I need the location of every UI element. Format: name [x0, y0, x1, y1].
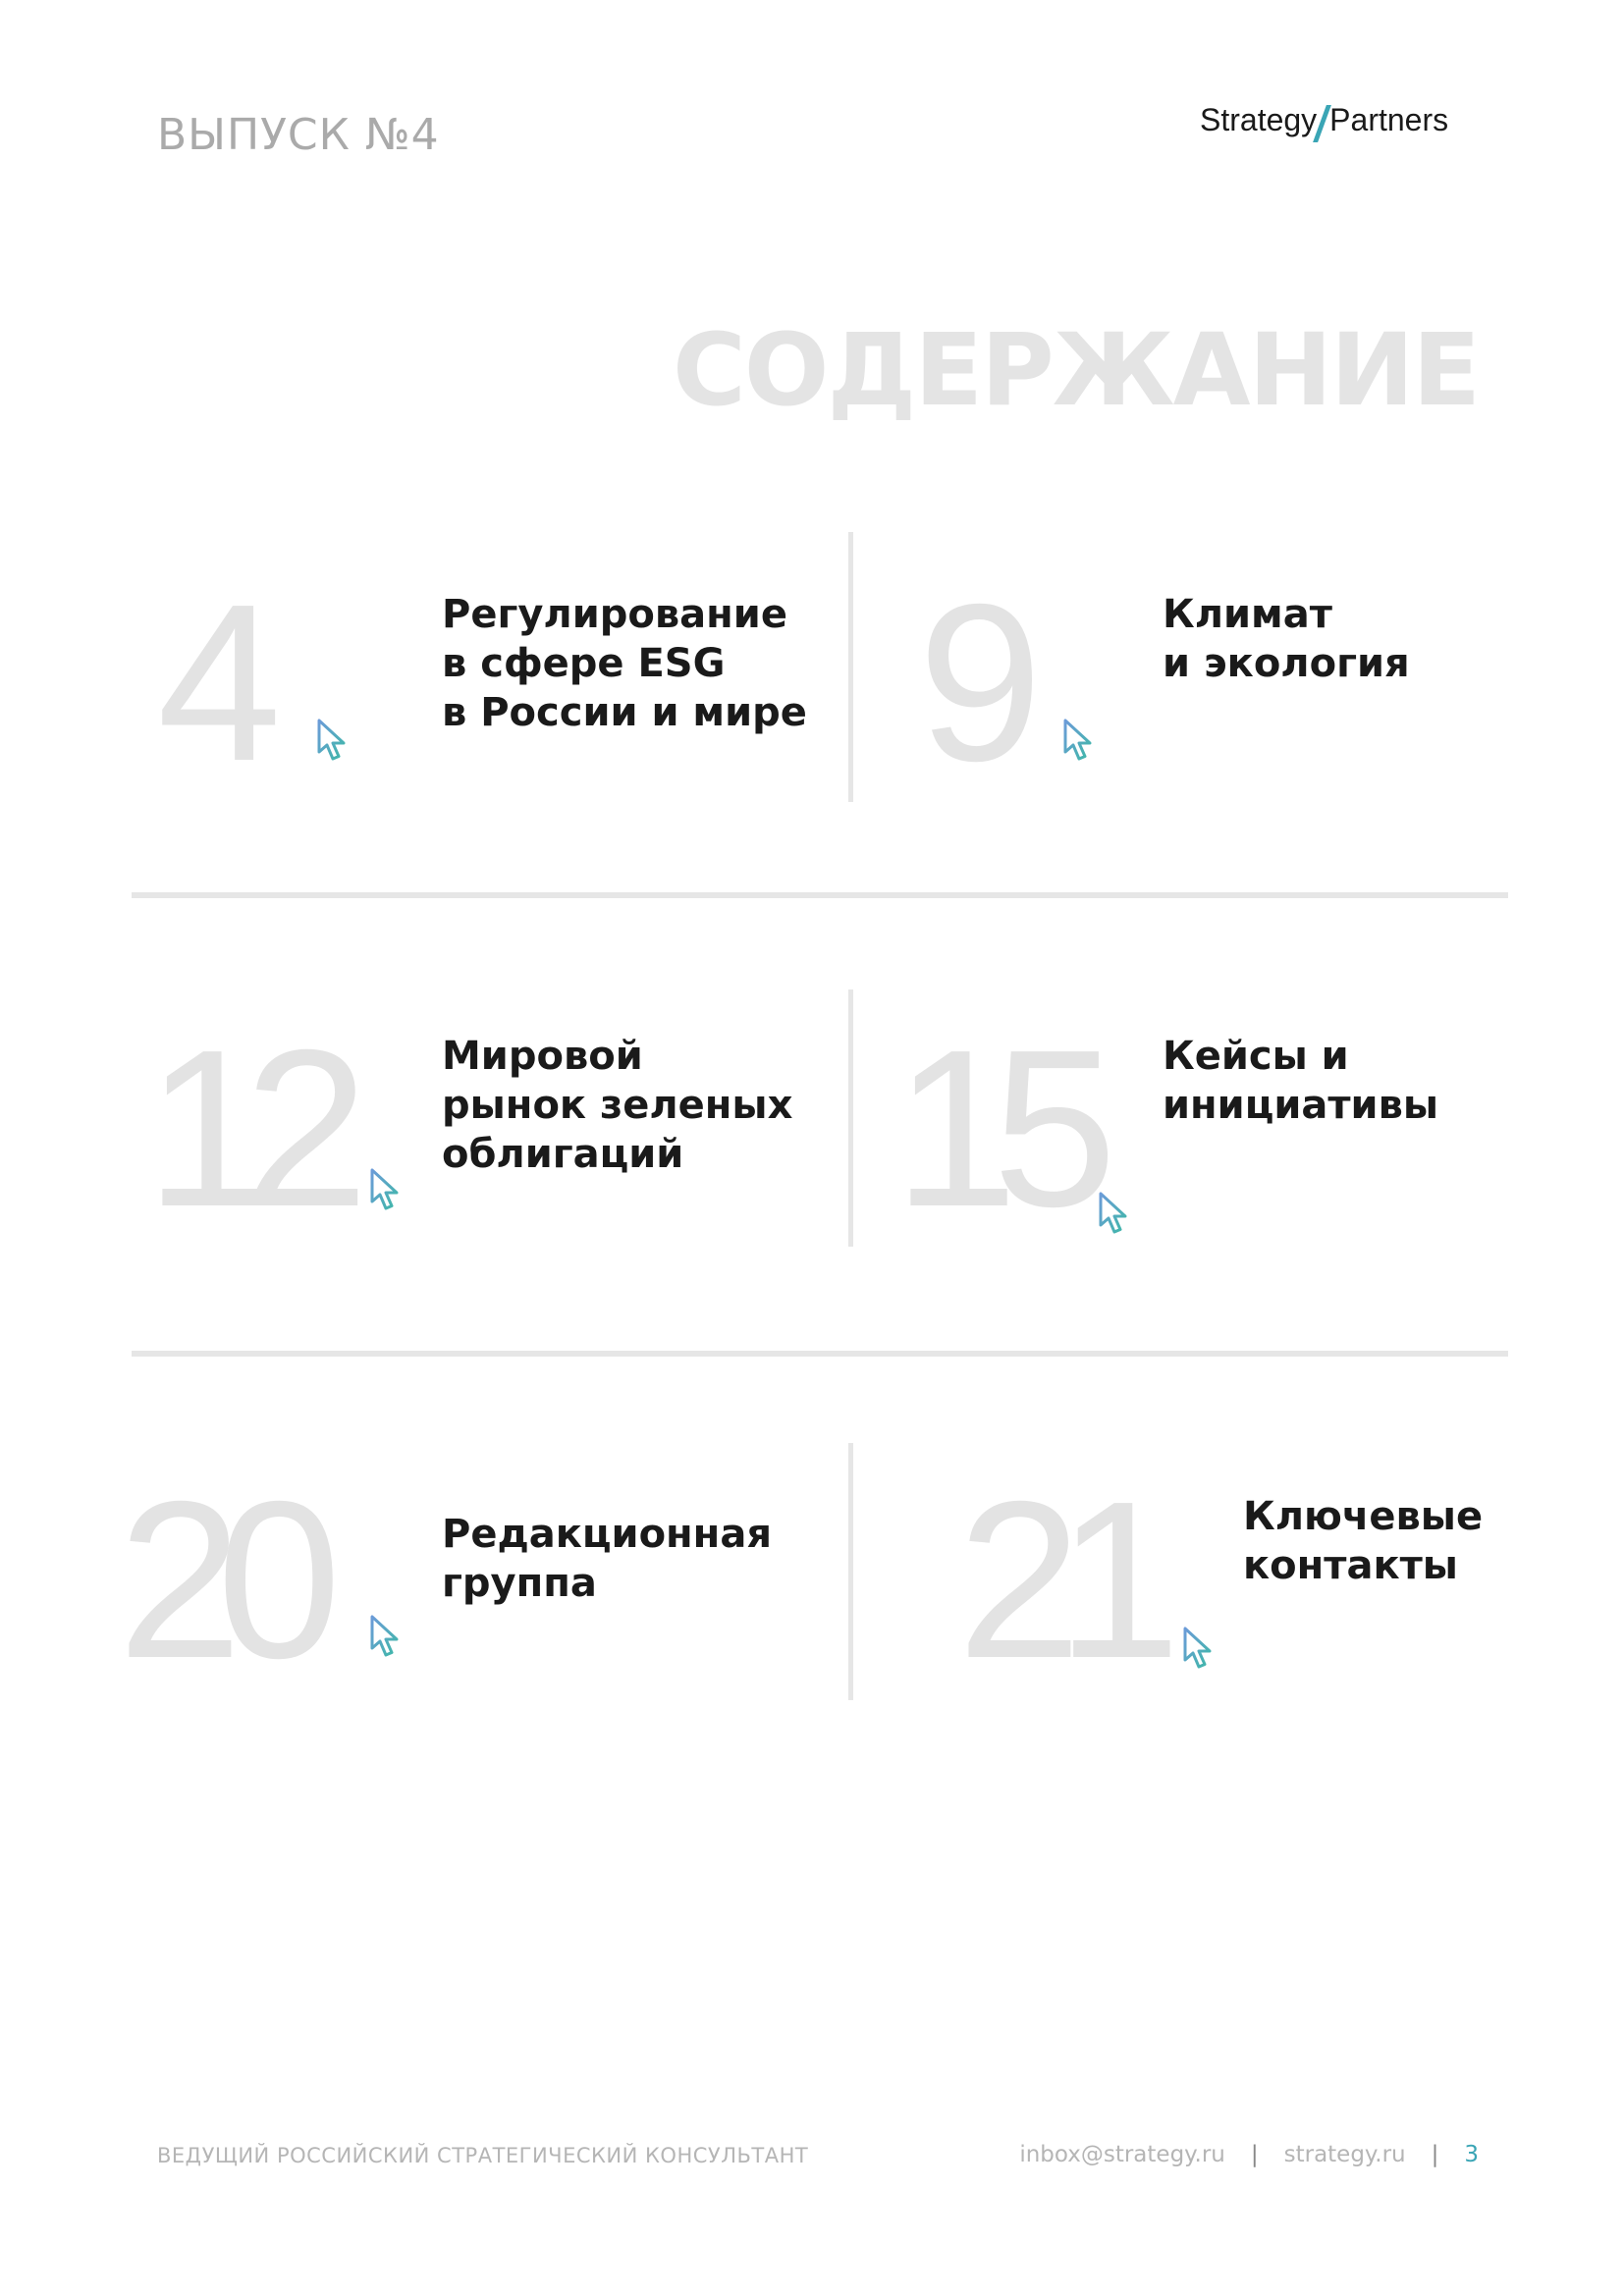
toc-title-line: контакты	[1243, 1543, 1458, 1588]
toc-title-line: группа	[442, 1561, 597, 1606]
toc-section-title[interactable]	[1163, 590, 1555, 688]
toc-title-line: инициативы	[1163, 1083, 1439, 1128]
toc-title-line: и экология	[1163, 641, 1410, 686]
toc-page-number: 9	[918, 559, 1017, 808]
toc-title-line: Регулирование	[442, 592, 787, 637]
toc-section-title[interactable]	[442, 590, 835, 737]
toc-title-line: облигаций	[442, 1132, 684, 1177]
arrow-cursor-icon[interactable]	[1180, 1625, 1219, 1672]
footer-website-link[interactable]: strategy.ru	[1283, 2142, 1406, 2167]
strategy-partners-logo[interactable]	[1200, 102, 1485, 161]
toc-section-title[interactable]	[442, 1510, 835, 1608]
toc-title-line: Редакционная	[442, 1512, 772, 1557]
footer-separator: |	[1431, 2142, 1439, 2167]
toc-title-line: Ключевые	[1243, 1494, 1484, 1539]
toc-page-number: 21	[957, 1456, 1156, 1705]
column-divider-row-2	[848, 989, 853, 1247]
arrow-cursor-icon[interactable]	[1096, 1190, 1135, 1237]
logo-text-strategy: Strategy	[1200, 102, 1318, 137]
toc-section-title[interactable]	[1243, 1492, 1624, 1590]
row-divider-2	[132, 1351, 1508, 1357]
logo-text-partners: Partners	[1329, 102, 1449, 137]
arrow-cursor-icon[interactable]	[1060, 717, 1100, 764]
footer-tagline: ВЕДУЩИЙ РОССИЙСКИЙ СТРАТЕГИЧЕСКИЙ КОНСУЛЬТАНТ	[157, 2144, 809, 2167]
toc-title-line: Кейсы и	[1163, 1034, 1349, 1079]
footer-contacts	[1019, 2142, 1479, 2167]
toc-title-line: Климат	[1163, 592, 1332, 637]
toc-page-number: 4	[157, 559, 256, 808]
toc-title-line: в сфере ESG	[442, 641, 726, 686]
issue-label: ВЫПУСК №4	[157, 110, 440, 160]
footer-page-number: 3	[1464, 2142, 1479, 2167]
toc-title-line: Мировой	[442, 1034, 643, 1079]
arrow-cursor-icon[interactable]	[367, 1166, 406, 1213]
column-divider-row-1	[848, 532, 853, 802]
arrow-cursor-icon[interactable]	[314, 717, 353, 764]
toc-section-title[interactable]	[1163, 1032, 1555, 1130]
footer-email-link[interactable]: inbox@strategy.ru	[1019, 2142, 1225, 2167]
toc-page-number: 12	[145, 1004, 344, 1254]
column-divider-row-3	[848, 1443, 853, 1700]
row-divider-1	[132, 892, 1508, 898]
toc-section-title[interactable]	[442, 1032, 835, 1179]
arrow-cursor-icon[interactable]	[367, 1613, 406, 1660]
toc-page-number: 20	[118, 1456, 316, 1705]
toc-page-number: 15	[893, 1004, 1092, 1254]
toc-title-line: в России и мире	[442, 690, 807, 735]
contents-heading: СОДЕРЖАНИЕ	[672, 312, 1479, 429]
toc-title-line: рынок зеленых	[442, 1083, 793, 1128]
footer-separator: |	[1250, 2142, 1259, 2167]
